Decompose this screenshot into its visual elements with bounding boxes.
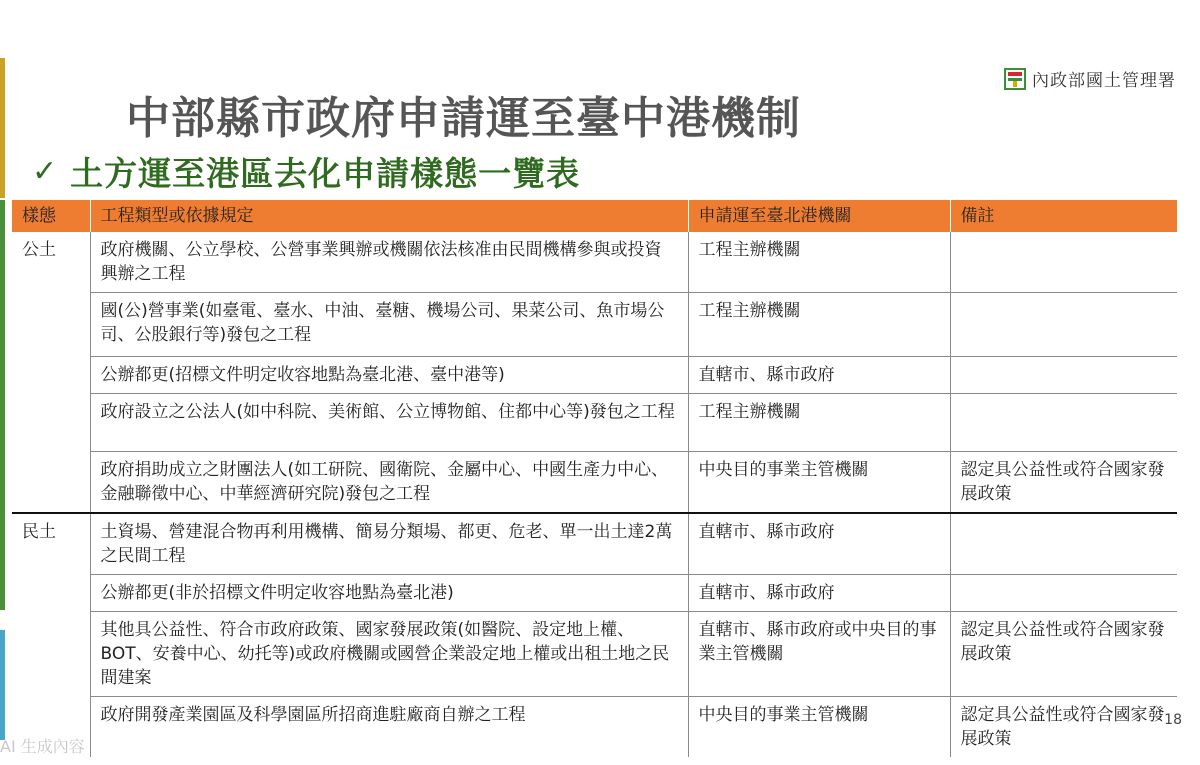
page-subtitle <box>32 148 580 195</box>
column-header-type: 工程類型或依據規定 <box>90 200 688 232</box>
agency-cell: 工程主辦機關 <box>688 394 950 452</box>
category-cell: 民土 <box>12 513 90 757</box>
agency-cell: 工程主辦機關 <box>688 293 950 357</box>
accent-bar-green <box>0 200 5 610</box>
column-header-agency: 申請運至臺北港機關 <box>688 200 950 232</box>
subtitle-text: 土方運至港區去化申請樣態一覽表 <box>70 154 581 193</box>
notes-cell: 認定具公益性或符合國家發展政策 <box>950 612 1177 697</box>
type-cell: 國(公)營事業(如臺電、臺水、中油、臺糖、機場公司、果菜公司、魚市場公司、公股銀行等)發包之工程 <box>90 293 688 357</box>
agency-cell: 直轄市、縣市政府 <box>688 513 950 575</box>
table-row <box>12 575 1177 612</box>
notes-cell <box>950 232 1177 293</box>
agency-cell: 直轄市、縣市政府或中央目的事業主管機關 <box>688 612 950 697</box>
type-cell: 政府機關、公立學校、公營事業興辦或機關依法核准由民間機構參與或投資興辦之工程 <box>90 232 688 293</box>
agency-cell: 直轄市、縣市政府 <box>688 357 950 394</box>
type-cell: 政府捐助成立之財團法人(如工研院、國衛院、金屬中心、中國生產力中心、金融聯徵中心、中華經濟研究院)發包之工程 <box>90 452 688 514</box>
table-row <box>12 513 1177 575</box>
table-row <box>12 452 1177 514</box>
check-icon: ✓ <box>32 154 59 189</box>
agency-cell: 中央目的事業主管機關 <box>688 697 950 758</box>
accent-bar-blue <box>0 630 5 740</box>
type-cell: 公辦都更(非於招標文件明定收容地點為臺北港) <box>90 575 688 612</box>
column-header-category: 樣態 <box>12 200 90 232</box>
notes-cell <box>950 513 1177 575</box>
page-title: 中部縣市政府申請運至臺中港機制 <box>126 93 801 144</box>
column-header-notes: 備註 <box>950 200 1177 232</box>
table-header-row <box>12 200 1177 232</box>
table-row <box>12 293 1177 357</box>
agency-name: 內政部國土管理署 <box>1032 71 1176 91</box>
type-cell: 政府開發產業園區及科學園區所招商進駐廠商自辦之工程 <box>90 697 688 758</box>
notes-cell: 認定具公益性或符合國家發展政策 <box>950 452 1177 514</box>
agency-logo-icon <box>1004 68 1026 90</box>
agency-logo <box>1004 66 1176 91</box>
application-styles-table <box>12 200 1178 757</box>
category-cell: 公土 <box>12 232 90 513</box>
ai-watermark: AI 生成內容 <box>0 737 85 756</box>
notes-cell <box>950 394 1177 452</box>
type-cell: 土資場、營建混合物再利用機構、簡易分類場、都更、危老、單一出土達2萬之民間工程 <box>90 513 688 575</box>
table-row <box>12 612 1177 697</box>
notes-cell <box>950 575 1177 612</box>
agency-cell: 工程主辦機關 <box>688 232 950 293</box>
agency-cell: 中央目的事業主管機關 <box>688 452 950 514</box>
table-row <box>12 232 1177 293</box>
table-row <box>12 394 1177 452</box>
table-row <box>12 697 1177 758</box>
page-number: 18 <box>1164 712 1182 728</box>
agency-cell: 直轄市、縣市政府 <box>688 575 950 612</box>
table-row <box>12 357 1177 394</box>
notes-cell: 認定具公益性或符合國家發展政策 <box>950 697 1177 758</box>
notes-cell <box>950 357 1177 394</box>
type-cell: 公辦都更(招標文件明定收容地點為臺北港、臺中港等) <box>90 357 688 394</box>
type-cell: 其他具公益性、符合市政府政策、國家發展政策(如醫院、設定地上權、BOT、安養中心、幼托等)或政府機關或國營企業設定地上權或出租土地之民間建案 <box>90 612 688 697</box>
accent-bar-gold <box>0 58 5 198</box>
notes-cell <box>950 293 1177 357</box>
type-cell: 政府設立之公法人(如中科院、美術館、公立博物館、住都中心等)發包之工程 <box>90 394 688 452</box>
